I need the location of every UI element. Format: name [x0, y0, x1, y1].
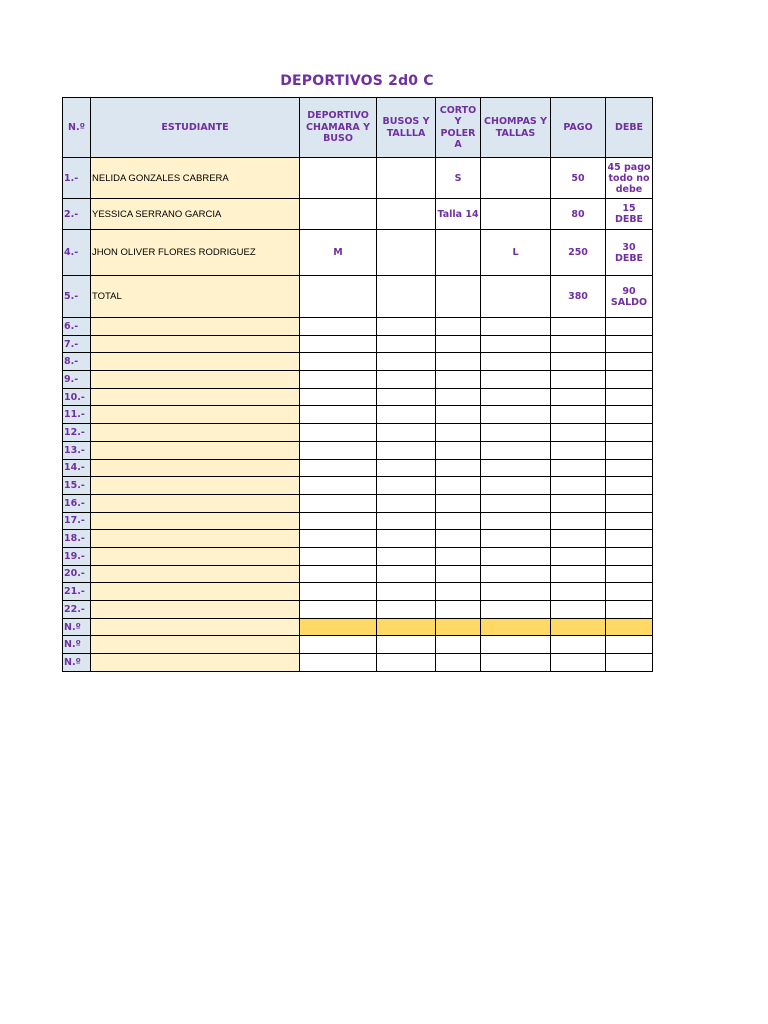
busos-cell[interactable] [377, 636, 436, 654]
chompas-cell[interactable] [481, 371, 551, 389]
corto-cell[interactable] [436, 230, 481, 276]
table-row [63, 424, 653, 442]
table-row [63, 618, 653, 636]
chompas-cell[interactable] [481, 388, 551, 406]
header-pago[interactable]: PAGO [551, 98, 606, 158]
student-name-cell[interactable] [91, 565, 300, 583]
table-row [63, 335, 653, 353]
student-name-cell[interactable] [91, 654, 300, 672]
student-name-cell[interactable] [91, 636, 300, 654]
busos-cell[interactable] [377, 565, 436, 583]
corto-cell[interactable] [436, 424, 481, 442]
row-number-cell[interactable]: 4.- [63, 230, 91, 276]
deportivo-cell[interactable] [300, 654, 377, 672]
debe-cell[interactable] [606, 512, 653, 530]
chompas-cell[interactable] [481, 276, 551, 318]
debe-cell[interactable] [606, 583, 653, 601]
pago-cell[interactable] [551, 601, 606, 619]
deportivo-cell[interactable] [300, 406, 377, 424]
table-row [63, 158, 653, 199]
row-number-cell[interactable]: 19.- [63, 547, 91, 565]
pago-cell[interactable] [551, 512, 606, 530]
chompas-cell[interactable] [481, 406, 551, 424]
pago-cell[interactable]: 380 [551, 276, 606, 318]
deportivo-cell[interactable] [300, 512, 377, 530]
header-num[interactable]: N.º [63, 98, 91, 158]
header-debe[interactable]: DEBE [606, 98, 653, 158]
row-number-cell[interactable]: 14.- [63, 459, 91, 477]
deportivo-cell[interactable] [300, 601, 377, 619]
corto-cell[interactable] [436, 583, 481, 601]
busos-cell[interactable] [377, 512, 436, 530]
row-number-cell[interactable]: 15.- [63, 477, 91, 495]
deportivo-cell[interactable] [300, 565, 377, 583]
pago-cell[interactable] [551, 618, 606, 636]
table-row [63, 530, 653, 548]
chompas-cell[interactable] [481, 424, 551, 442]
pago-cell[interactable]: 50 [551, 158, 606, 199]
debe-cell[interactable] [606, 335, 653, 353]
debe-cell[interactable]: 30 DEBE [606, 230, 653, 276]
corto-cell[interactable] [436, 654, 481, 672]
pago-cell[interactable] [551, 494, 606, 512]
chompas-cell[interactable] [481, 441, 551, 459]
table-row [63, 477, 653, 495]
chompas-cell[interactable] [481, 618, 551, 636]
debe-cell[interactable] [606, 547, 653, 565]
pago-cell[interactable]: 250 [551, 230, 606, 276]
row-number-cell[interactable]: N.º [63, 654, 91, 672]
table-row [63, 230, 653, 276]
corto-cell[interactable] [436, 335, 481, 353]
deportivo-cell[interactable] [300, 353, 377, 371]
corto-cell[interactable] [436, 530, 481, 548]
chompas-cell[interactable] [481, 158, 551, 199]
corto-cell[interactable] [436, 565, 481, 583]
debe-cell[interactable] [606, 318, 653, 336]
busos-cell[interactable] [377, 230, 436, 276]
corto-cell[interactable] [436, 494, 481, 512]
pago-cell[interactable] [551, 583, 606, 601]
table-row [63, 353, 653, 371]
chompas-cell[interactable] [481, 199, 551, 230]
student-name-cell[interactable] [91, 618, 300, 636]
chompas-cell[interactable]: L [481, 230, 551, 276]
row-number-cell[interactable]: 6.- [63, 318, 91, 336]
deportivo-cell[interactable] [300, 547, 377, 565]
chompas-cell[interactable] [481, 335, 551, 353]
busos-cell[interactable] [377, 318, 436, 336]
row-number-cell[interactable]: 10.- [63, 388, 91, 406]
corto-cell[interactable] [436, 353, 481, 371]
table-row [63, 636, 653, 654]
pago-cell[interactable] [551, 654, 606, 672]
busos-cell[interactable] [377, 654, 436, 672]
busos-cell[interactable] [377, 406, 436, 424]
row-number-cell[interactable]: 7.- [63, 335, 91, 353]
table-row [63, 388, 653, 406]
header-estudiante[interactable]: ESTUDIANTE [91, 98, 300, 158]
debe-cell[interactable] [606, 618, 653, 636]
corto-cell[interactable] [436, 371, 481, 389]
busos-cell[interactable] [377, 276, 436, 318]
chompas-cell[interactable] [481, 353, 551, 371]
student-name-cell[interactable] [91, 512, 300, 530]
table-row [63, 512, 653, 530]
student-name-cell[interactable] [91, 494, 300, 512]
row-number-cell[interactable]: 13.- [63, 441, 91, 459]
table-row [63, 406, 653, 424]
header-row [63, 98, 653, 158]
table-row [63, 276, 653, 318]
debe-cell[interactable] [606, 636, 653, 654]
row-number-cell[interactable]: 1.- [63, 158, 91, 199]
student-name-cell[interactable] [91, 530, 300, 548]
deportivo-cell[interactable] [300, 618, 377, 636]
debe-cell[interactable] [606, 459, 653, 477]
row-number-cell[interactable]: N.º [63, 618, 91, 636]
deportivo-cell[interactable] [300, 371, 377, 389]
row-number-cell[interactable]: 5.- [63, 276, 91, 318]
student-name-cell[interactable] [91, 441, 300, 459]
pago-cell[interactable] [551, 353, 606, 371]
row-number-cell[interactable]: 22.- [63, 601, 91, 619]
student-name-cell[interactable] [91, 335, 300, 353]
row-number-cell[interactable]: 16.- [63, 494, 91, 512]
table-row [63, 441, 653, 459]
chompas-cell[interactable] [481, 459, 551, 477]
table-row [63, 547, 653, 565]
student-name-cell[interactable] [91, 406, 300, 424]
student-name-cell[interactable] [91, 601, 300, 619]
table-row [63, 565, 653, 583]
pago-cell[interactable] [551, 459, 606, 477]
student-name-cell[interactable] [91, 547, 300, 565]
deportivo-cell[interactable] [300, 276, 377, 318]
deportivos-table [62, 97, 653, 672]
row-number-cell[interactable]: N.º [63, 636, 91, 654]
deportivo-cell[interactable] [300, 199, 377, 230]
busos-cell[interactable] [377, 530, 436, 548]
header-deportivo[interactable]: DEPORTIVO CHAMARA Y BUSO [300, 98, 377, 158]
busos-cell[interactable] [377, 601, 436, 619]
row-number-cell[interactable]: 8.- [63, 353, 91, 371]
header-chompas[interactable]: CHOMPAS Y TALLAS [481, 98, 551, 158]
pago-cell[interactable] [551, 424, 606, 442]
deportivo-cell[interactable] [300, 583, 377, 601]
chompas-cell[interactable] [481, 547, 551, 565]
deportivo-cell[interactable] [300, 494, 377, 512]
chompas-cell[interactable] [481, 601, 551, 619]
busos-cell[interactable] [377, 158, 436, 199]
corto-cell[interactable] [436, 618, 481, 636]
deportivo-cell[interactable] [300, 530, 377, 548]
student-name-cell[interactable] [91, 388, 300, 406]
pago-cell[interactable] [551, 441, 606, 459]
row-number-cell[interactable]: 12.- [63, 424, 91, 442]
row-number-cell[interactable]: 2.- [63, 199, 91, 230]
deportivo-cell[interactable] [300, 335, 377, 353]
sheet-title: DEPORTIVOS 2d0 C [280, 73, 434, 89]
debe-cell[interactable]: 45 pago todo no debe [606, 158, 653, 199]
pago-cell[interactable] [551, 406, 606, 424]
student-name-cell[interactable]: JHON OLIVER FLORES RODRIGUEZ [91, 230, 300, 276]
debe-cell[interactable] [606, 530, 653, 548]
corto-cell[interactable] [436, 477, 481, 495]
table-row [63, 601, 653, 619]
corto-cell[interactable] [436, 318, 481, 336]
table-row [63, 199, 653, 230]
debe-cell[interactable] [606, 371, 653, 389]
chompas-cell[interactable] [481, 477, 551, 495]
busos-cell[interactable] [377, 199, 436, 230]
chompas-cell[interactable] [481, 512, 551, 530]
header-corto[interactable]: CORTO Y POLER A [436, 98, 481, 158]
debe-cell[interactable] [606, 494, 653, 512]
deportivo-cell[interactable] [300, 477, 377, 495]
row-number-cell[interactable]: 9.- [63, 371, 91, 389]
busos-cell[interactable] [377, 583, 436, 601]
table-row [63, 459, 653, 477]
debe-cell[interactable] [606, 601, 653, 619]
busos-cell[interactable] [377, 353, 436, 371]
debe-cell[interactable] [606, 565, 653, 583]
deportivo-cell[interactable] [300, 158, 377, 199]
row-number-cell[interactable]: 17.- [63, 512, 91, 530]
pago-cell[interactable] [551, 477, 606, 495]
chompas-cell[interactable] [481, 654, 551, 672]
header-busos[interactable]: BUSOS Y TALLLA [377, 98, 436, 158]
pago-cell[interactable] [551, 388, 606, 406]
corto-cell[interactable]: S [436, 158, 481, 199]
pago-cell[interactable] [551, 636, 606, 654]
busos-cell[interactable] [377, 335, 436, 353]
debe-cell[interactable] [606, 441, 653, 459]
chompas-cell[interactable] [481, 318, 551, 336]
busos-cell[interactable] [377, 441, 436, 459]
debe-cell[interactable] [606, 477, 653, 495]
student-name-cell[interactable] [91, 477, 300, 495]
debe-cell[interactable]: 90 SALDO [606, 276, 653, 318]
student-name-cell[interactable] [91, 353, 300, 371]
busos-cell[interactable] [377, 424, 436, 442]
student-name-cell[interactable] [91, 318, 300, 336]
corto-cell[interactable] [436, 441, 481, 459]
pago-cell[interactable] [551, 318, 606, 336]
debe-cell[interactable]: 15 DEBE [606, 199, 653, 230]
chompas-cell[interactable] [481, 530, 551, 548]
busos-cell[interactable] [377, 494, 436, 512]
corto-cell[interactable]: Talla 14 [436, 199, 481, 230]
debe-cell[interactable] [606, 406, 653, 424]
corto-cell[interactable] [436, 388, 481, 406]
busos-cell[interactable] [377, 388, 436, 406]
table-row [63, 654, 653, 672]
corto-cell[interactable] [436, 601, 481, 619]
debe-cell[interactable] [606, 654, 653, 672]
student-name-cell[interactable]: YESSICA SERRANO GARCIA [91, 199, 300, 230]
chompas-cell[interactable] [481, 494, 551, 512]
busos-cell[interactable] [377, 618, 436, 636]
debe-cell[interactable] [606, 424, 653, 442]
corto-cell[interactable] [436, 406, 481, 424]
row-number-cell[interactable]: 11.- [63, 406, 91, 424]
deportivo-cell[interactable] [300, 424, 377, 442]
row-number-cell[interactable]: 20.- [63, 565, 91, 583]
row-number-cell[interactable]: 21.- [63, 583, 91, 601]
deportivo-cell[interactable] [300, 441, 377, 459]
student-name-cell[interactable] [91, 459, 300, 477]
row-number-cell[interactable]: 18.- [63, 530, 91, 548]
student-name-cell[interactable] [91, 583, 300, 601]
chompas-cell[interactable] [481, 583, 551, 601]
pago-cell[interactable] [551, 547, 606, 565]
pago-cell[interactable]: 80 [551, 199, 606, 230]
corto-cell[interactable] [436, 547, 481, 565]
pago-cell[interactable] [551, 371, 606, 389]
deportivo-cell[interactable] [300, 388, 377, 406]
table-row [63, 494, 653, 512]
busos-cell[interactable] [377, 459, 436, 477]
student-name-cell[interactable] [91, 424, 300, 442]
table-row [63, 583, 653, 601]
pago-cell[interactable] [551, 335, 606, 353]
pago-cell[interactable] [551, 530, 606, 548]
student-name-cell[interactable] [91, 371, 300, 389]
debe-cell[interactable] [606, 388, 653, 406]
table-row [63, 371, 653, 389]
corto-cell[interactable] [436, 276, 481, 318]
corto-cell[interactable] [436, 636, 481, 654]
student-name-cell[interactable]: TOTAL [91, 276, 300, 318]
chompas-cell[interactable] [481, 636, 551, 654]
deportivo-cell[interactable] [300, 318, 377, 336]
chompas-cell[interactable] [481, 565, 551, 583]
busos-cell[interactable] [377, 477, 436, 495]
deportivo-cell[interactable] [300, 636, 377, 654]
pago-cell[interactable] [551, 565, 606, 583]
deportivo-cell[interactable]: M [300, 230, 377, 276]
busos-cell[interactable] [377, 371, 436, 389]
table-row [63, 318, 653, 336]
deportivo-cell[interactable] [300, 459, 377, 477]
corto-cell[interactable] [436, 512, 481, 530]
busos-cell[interactable] [377, 547, 436, 565]
student-name-cell[interactable]: NELIDA GONZALES CABRERA [91, 158, 300, 199]
corto-cell[interactable] [436, 459, 481, 477]
debe-cell[interactable] [606, 353, 653, 371]
